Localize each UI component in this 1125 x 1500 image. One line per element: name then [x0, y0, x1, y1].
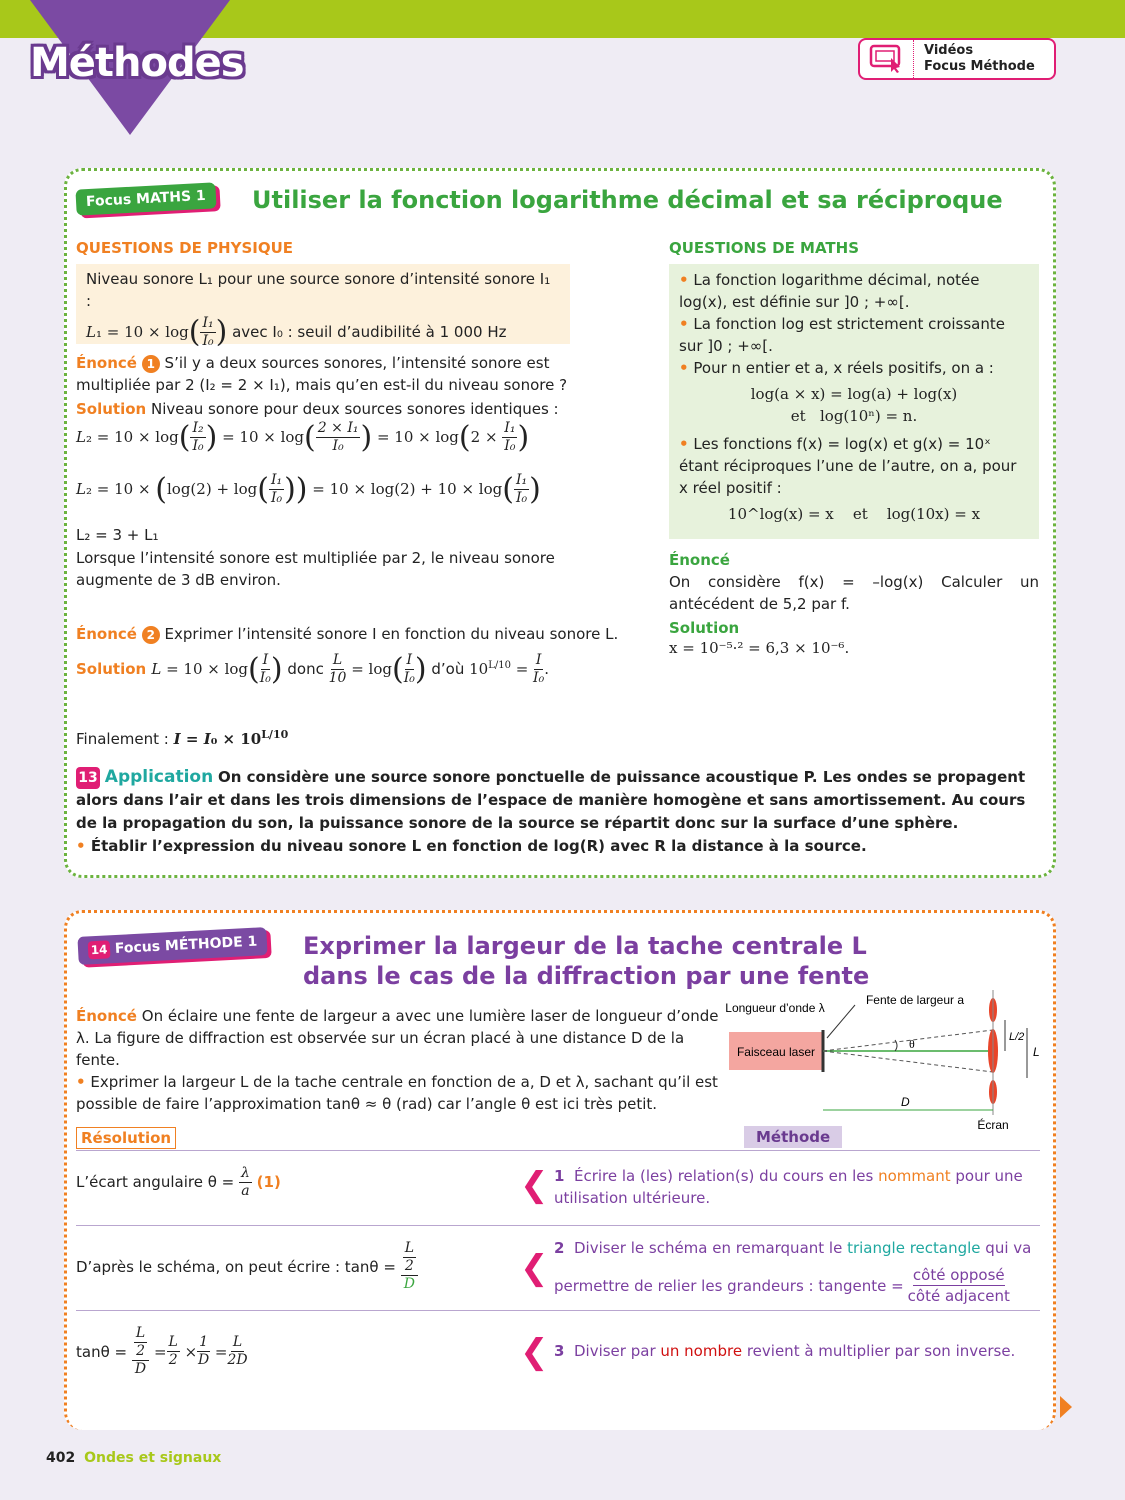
- resolution-row-2: D’après le schéma, on peut écrire : tanθ = $\frac{\frac{L}{2}}{D}$: [76, 1240, 418, 1293]
- wavelength-label: Longueur d’onde λ: [725, 1001, 825, 1015]
- divider-1: [76, 1150, 1040, 1151]
- slit-width-label: Fente de largeur a: [865, 993, 965, 1007]
- focus-methode-title: [303, 931, 869, 991]
- enonce-1: [76, 352, 626, 396]
- enonce-2-text: Exprimer l’intensité sonore I en fonction du niveau sonore L.: [164, 625, 619, 643]
- videos-focus-methode-button[interactable]: [858, 38, 1056, 80]
- enonce-2-label: Énoncé: [76, 625, 137, 643]
- maths-bullet-2: • La fonction log est strictement croissante sur ]0 ; +∞[.: [679, 315, 1005, 355]
- methode-enonce-label: Énoncé: [76, 1007, 137, 1025]
- number-1-badge: 1: [142, 355, 160, 373]
- methode-title-line-1: Exprimer la largeur de la tache centrale L: [303, 932, 867, 960]
- methode-header: Méthode: [744, 1127, 842, 1146]
- focus-maths-title: Utiliser la fonction logarithme décimal et sa réciproque: [252, 186, 1003, 214]
- niveau-sonore-box: [76, 264, 570, 350]
- video-click-icon: [860, 40, 914, 78]
- niveau-formula: L₁ = 10 × log( $\frac{\text{I₁}}{\text{I₀}}$ ) avec I₀ : seuil d’audibilité à 1 000 Hz: [86, 314, 507, 350]
- solution-1: [76, 398, 626, 420]
- chapter-name: Ondes et signaux: [84, 1450, 222, 1466]
- distance-label: D: [901, 1095, 910, 1109]
- l2-result: L₂ = 3 + L₁: [76, 526, 159, 544]
- methode-title-line-2: dans le cas de la diffraction par une fente: [303, 962, 870, 990]
- maths-enonce-label: Énoncé: [669, 551, 730, 569]
- enonce-1-label: Énoncé: [76, 354, 137, 372]
- maths-solution-label: Solution: [669, 619, 740, 637]
- niveau-line: Niveau sonore L₁ pour une source sonore d’intensité sonore I₁ :: [86, 270, 551, 310]
- lower-ray: [823, 1051, 993, 1072]
- resolution-row-3: tanθ = $\frac{\frac{L}{2}}{D}$ = $\frac{L}{2}$ × $\frac{1}{D}$ = $\frac{L}{2D}$: [76, 1325, 248, 1377]
- physics-heading: QUESTIONS DE PHYSIQUE: [76, 239, 294, 257]
- conclusion: Lorsque l’intensité sonore est multipliée par 2, le niveau sonore augmente de 3 dB environ.: [76, 549, 555, 589]
- method-step-3: 3 Diviser par un nombre revient à multiplier par son inverse.: [554, 1342, 1016, 1360]
- maths-bullet-3: • Pour n entier et a, x réels positifs, on a :: [679, 359, 994, 377]
- row-3-text: tanθ =: [76, 1342, 128, 1361]
- focus-methode-tag: [78, 932, 267, 960]
- method-step-2: 2 Diviser le schéma en remarquant le triangle rectangle qui va permettre de relier les grandeurs : tangente = côté opposé côté adjacent: [554, 1239, 1032, 1305]
- solution-1-text: Niveau sonore pour deux sources sonores identiques :: [151, 400, 559, 418]
- finalement: Finalement : $I = I_0 \times 10^{L/10}$: [76, 728, 289, 748]
- screen-label: Écran: [977, 1118, 1009, 1132]
- finalement-label: Finalement :: [76, 730, 169, 748]
- niveau-formula-tail: avec I₀ : seuil d’audibilité à 1 000 Hz: [232, 323, 507, 341]
- maths-formula-3: 10^log(x) = x et log(10x) = x: [727, 505, 981, 523]
- methode-enonce: [76, 1005, 726, 1115]
- focus-maths-tag: Focus MATHS 1: [76, 186, 216, 212]
- l2-formula-2: L₂ = 10 × (log(2) + log( $\frac{\text{I₁}}{\text{I₀}}$ )) = 10 × log(2) + 10 × log( $\frac{\text{I₁}}{\text{I₀}}$ ): [76, 472, 541, 507]
- solution-1-label: Solution: [76, 400, 147, 418]
- half-width-label: L/2: [1009, 1031, 1025, 1043]
- maths-heading: QUESTIONS DE MATHS: [669, 239, 860, 257]
- diffraction-diagram: [725, 990, 1055, 1135]
- application-number: 13: [76, 767, 100, 789]
- methode-tag-label: Focus MÉTHODE 1: [114, 933, 258, 958]
- videos-label: Vidéos: [924, 43, 974, 58]
- theta-label: θ: [909, 1037, 915, 1051]
- resolution-row-1: L’écart angulaire θ = $\frac{\lambda}{a}$ (1): [76, 1165, 281, 1199]
- chevron-icon: ❮: [520, 1248, 549, 1288]
- divider-3: [76, 1310, 1040, 1311]
- methode-number: 14: [88, 940, 111, 959]
- solution-2: Solution L = 10 × log( $\frac{I}{\text{I₀}}$ ) donc $\frac{L}{10}$ = log( $\frac{I}{\text{I₀}}$ ) d’où $10^{L/10}$ = $\frac{I}{\text{I₀}}$ .: [76, 652, 549, 687]
- methode-enonce-text: On éclaire une fente de largeur a avec une lumière laser de longueur d’onde λ. La figure de diffraction est observée sur un écran placé à une distance D de la fente.: [76, 1007, 719, 1069]
- resolution-header: Résolution: [76, 1128, 176, 1147]
- row-2-text: D’après le schéma, on peut écrire : tanθ =: [76, 1257, 396, 1276]
- application-text: On considère une source sonore ponctuelle de puissance acoustique P. Les ondes se propagent alors dans l’air et dans les trois dimensions de l’espace de manière homogène et sans amortissement. Au cours de la propagation du son, la puissance sonore de la source se répartit donc sur la surface d’une sphère.: [76, 768, 1026, 832]
- application-13: [76, 766, 1041, 858]
- l2-formula-1: L₂ = 10 × log( $\frac{\text{I₂}}{\text{I₀}}$ ) = 10 × log( $\frac{\text{2 × I₁}}{\text{I₀}}$ ) = 10 × log(2 × $\frac{\text{I₁}}{\text{I₀}}$ ): [76, 420, 530, 455]
- row-1-ref: (1): [256, 1173, 281, 1191]
- footer: [46, 1450, 221, 1466]
- application-bullet: • Établir l’expression du niveau sonore L en fonction de log(R) avec R la distance à la source.: [76, 837, 867, 855]
- maths-formula-2: et log(10ⁿ) = n.: [790, 407, 918, 425]
- focus-methode-label: Focus Méthode: [924, 59, 1035, 74]
- width-label: L: [1033, 1045, 1040, 1059]
- divider-2: [76, 1225, 1040, 1226]
- method-step-1: 1 Écrire la (les) relation(s) du cours en les nommant pour une utilisation ultérieure.: [554, 1167, 1023, 1207]
- maths-solution-text: x = 10⁻⁵·² = 6,3 × 10⁻⁶.: [669, 639, 850, 657]
- enonce-2: [76, 623, 618, 645]
- maths-bullet-1: • La fonction logarithme décimal, notée log(x), est définie sur ]0 ; +∞[.: [679, 271, 980, 311]
- application-label: Application: [104, 767, 214, 787]
- maths-box: [669, 264, 1039, 539]
- next-page-arrow-icon[interactable]: [1060, 1396, 1072, 1418]
- row-1-text: L’écart angulaire θ =: [76, 1173, 235, 1191]
- methode-enonce-bullet: • Exprimer la largeur L de la tache centrale en fonction de a, D et λ, sachant qu’il est possible de faire l’approximation tanθ ≈ θ (rad) car l’angle θ est ici très petit.: [76, 1073, 718, 1113]
- laser-label: Faisceau laser: [736, 1045, 816, 1059]
- maths-formula-1: log(a × x) = log(a) + log(x): [750, 385, 958, 403]
- chevron-icon: ❮: [520, 1332, 549, 1372]
- solution-2-label: Solution: [76, 660, 147, 678]
- slit-pointer: [827, 1005, 855, 1038]
- page-number: 402: [46, 1450, 76, 1466]
- number-2-badge: 2: [142, 626, 160, 644]
- page-title: Méthodes: [30, 40, 244, 86]
- maths-bullet-4: • Les fonctions f(x) = log(x) et g(x) = 10ˣ étant réciproques l’une de l’autre, on a, pour x réel positif :: [679, 435, 1017, 497]
- upper-ray: [823, 1030, 993, 1051]
- chevron-icon: ❮: [520, 1165, 549, 1205]
- enonce-1-text: S’il y a deux sources sonores, l’intensité sonore est multipliée par 2 (I₂ = 2 × I₁), mais qu’en est-il du niveau sonore ?: [76, 354, 568, 394]
- maths-enonce-text: On considère f(x) = –log(x) Calculer un antécédent de 5,2 par f.: [669, 573, 1039, 613]
